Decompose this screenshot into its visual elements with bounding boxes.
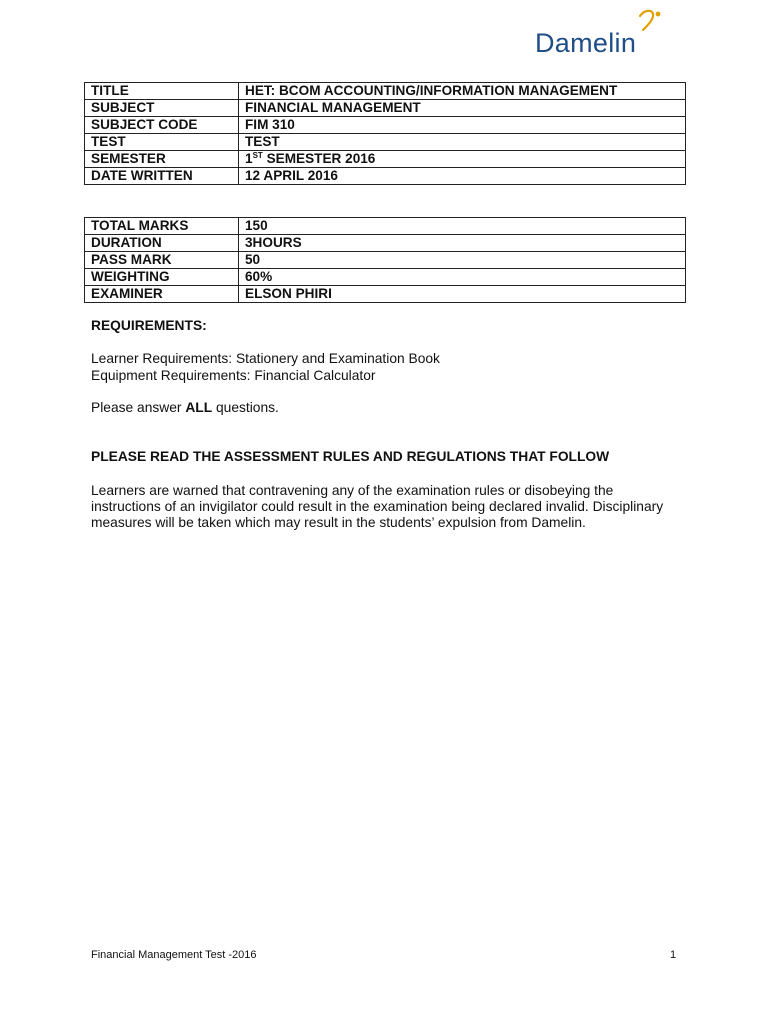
assessment-info-table: [84, 217, 686, 303]
table-label: SUBJECT CODE: [85, 117, 239, 134]
table-row: [85, 134, 686, 151]
semester-text: SEMESTER 2016: [262, 151, 376, 166]
table-value: [239, 151, 686, 168]
semester-number: 1: [245, 151, 253, 166]
table-label: DURATION: [85, 235, 239, 252]
table-label: SUBJECT: [85, 100, 239, 117]
logo-swirl-icon: [636, 8, 662, 32]
table-row: [85, 252, 686, 269]
semester-superscript: ST: [252, 151, 263, 160]
table-value: 3HOURS: [239, 235, 686, 252]
table-value: 50: [239, 252, 686, 269]
answer-instruction: [91, 400, 279, 416]
equipment-requirements: Equipment Requirements: Financial Calculator: [91, 368, 376, 383]
table-row: [85, 269, 686, 286]
table-label: EXAMINER: [85, 286, 239, 303]
table-label: TEST: [85, 134, 239, 151]
table-label: SEMESTER: [85, 151, 239, 168]
table-row: [85, 168, 686, 185]
logo-text: Damelin: [535, 28, 637, 58]
table-row: [85, 83, 686, 100]
table-row: [85, 151, 686, 168]
instruction-prefix: Please answer: [91, 400, 186, 415]
table-row: [85, 117, 686, 134]
table-row: [85, 235, 686, 252]
rules-paragraph-line: measures will be taken which may result in the students’ expulsion from Damelin.: [91, 515, 586, 530]
table-row: [85, 100, 686, 117]
learner-requirements: Learner Requirements: Stationery and Examination Book: [91, 351, 440, 366]
course-info-table: [84, 82, 686, 185]
table-label: TITLE: [85, 83, 239, 100]
table-label: WEIGHTING: [85, 269, 239, 286]
table-value: FINANCIAL MANAGEMENT: [239, 100, 686, 117]
table-value: TEST: [239, 134, 686, 151]
table-value: 150: [239, 218, 686, 235]
table-value: HET: BCOM ACCOUNTING/INFORMATION MANAGEMENT: [239, 83, 686, 100]
table-label: TOTAL MARKS: [85, 218, 239, 235]
table-row: [85, 286, 686, 303]
requirements-heading: REQUIREMENTS:: [91, 318, 207, 333]
table-label: DATE WRITTEN: [85, 168, 239, 185]
table-value: 12 APRIL 2016: [239, 168, 686, 185]
table-row: [85, 218, 686, 235]
instruction-emphasis: ALL: [185, 400, 213, 415]
rules-paragraph-line: Learners are warned that contravening any of the examination rules or disobeying the: [91, 483, 614, 498]
table-value: 60%: [239, 269, 686, 286]
damelin-logo: [533, 8, 683, 60]
table-value: ELSON PHIRI: [239, 286, 686, 303]
table-value: FIM 310: [239, 117, 686, 134]
rules-heading: PLEASE READ THE ASSESSMENT RULES AND REGULATIONS THAT FOLLOW: [91, 449, 610, 464]
footer-title: Financial Management Test -2016: [91, 949, 257, 961]
table-label: PASS MARK: [85, 252, 239, 269]
page-number: 1: [670, 949, 677, 961]
instruction-suffix: questions.: [212, 400, 279, 415]
rules-paragraph-line: instructions of an invigilator could result in the examination being declared invalid. Disciplinary: [91, 499, 664, 514]
